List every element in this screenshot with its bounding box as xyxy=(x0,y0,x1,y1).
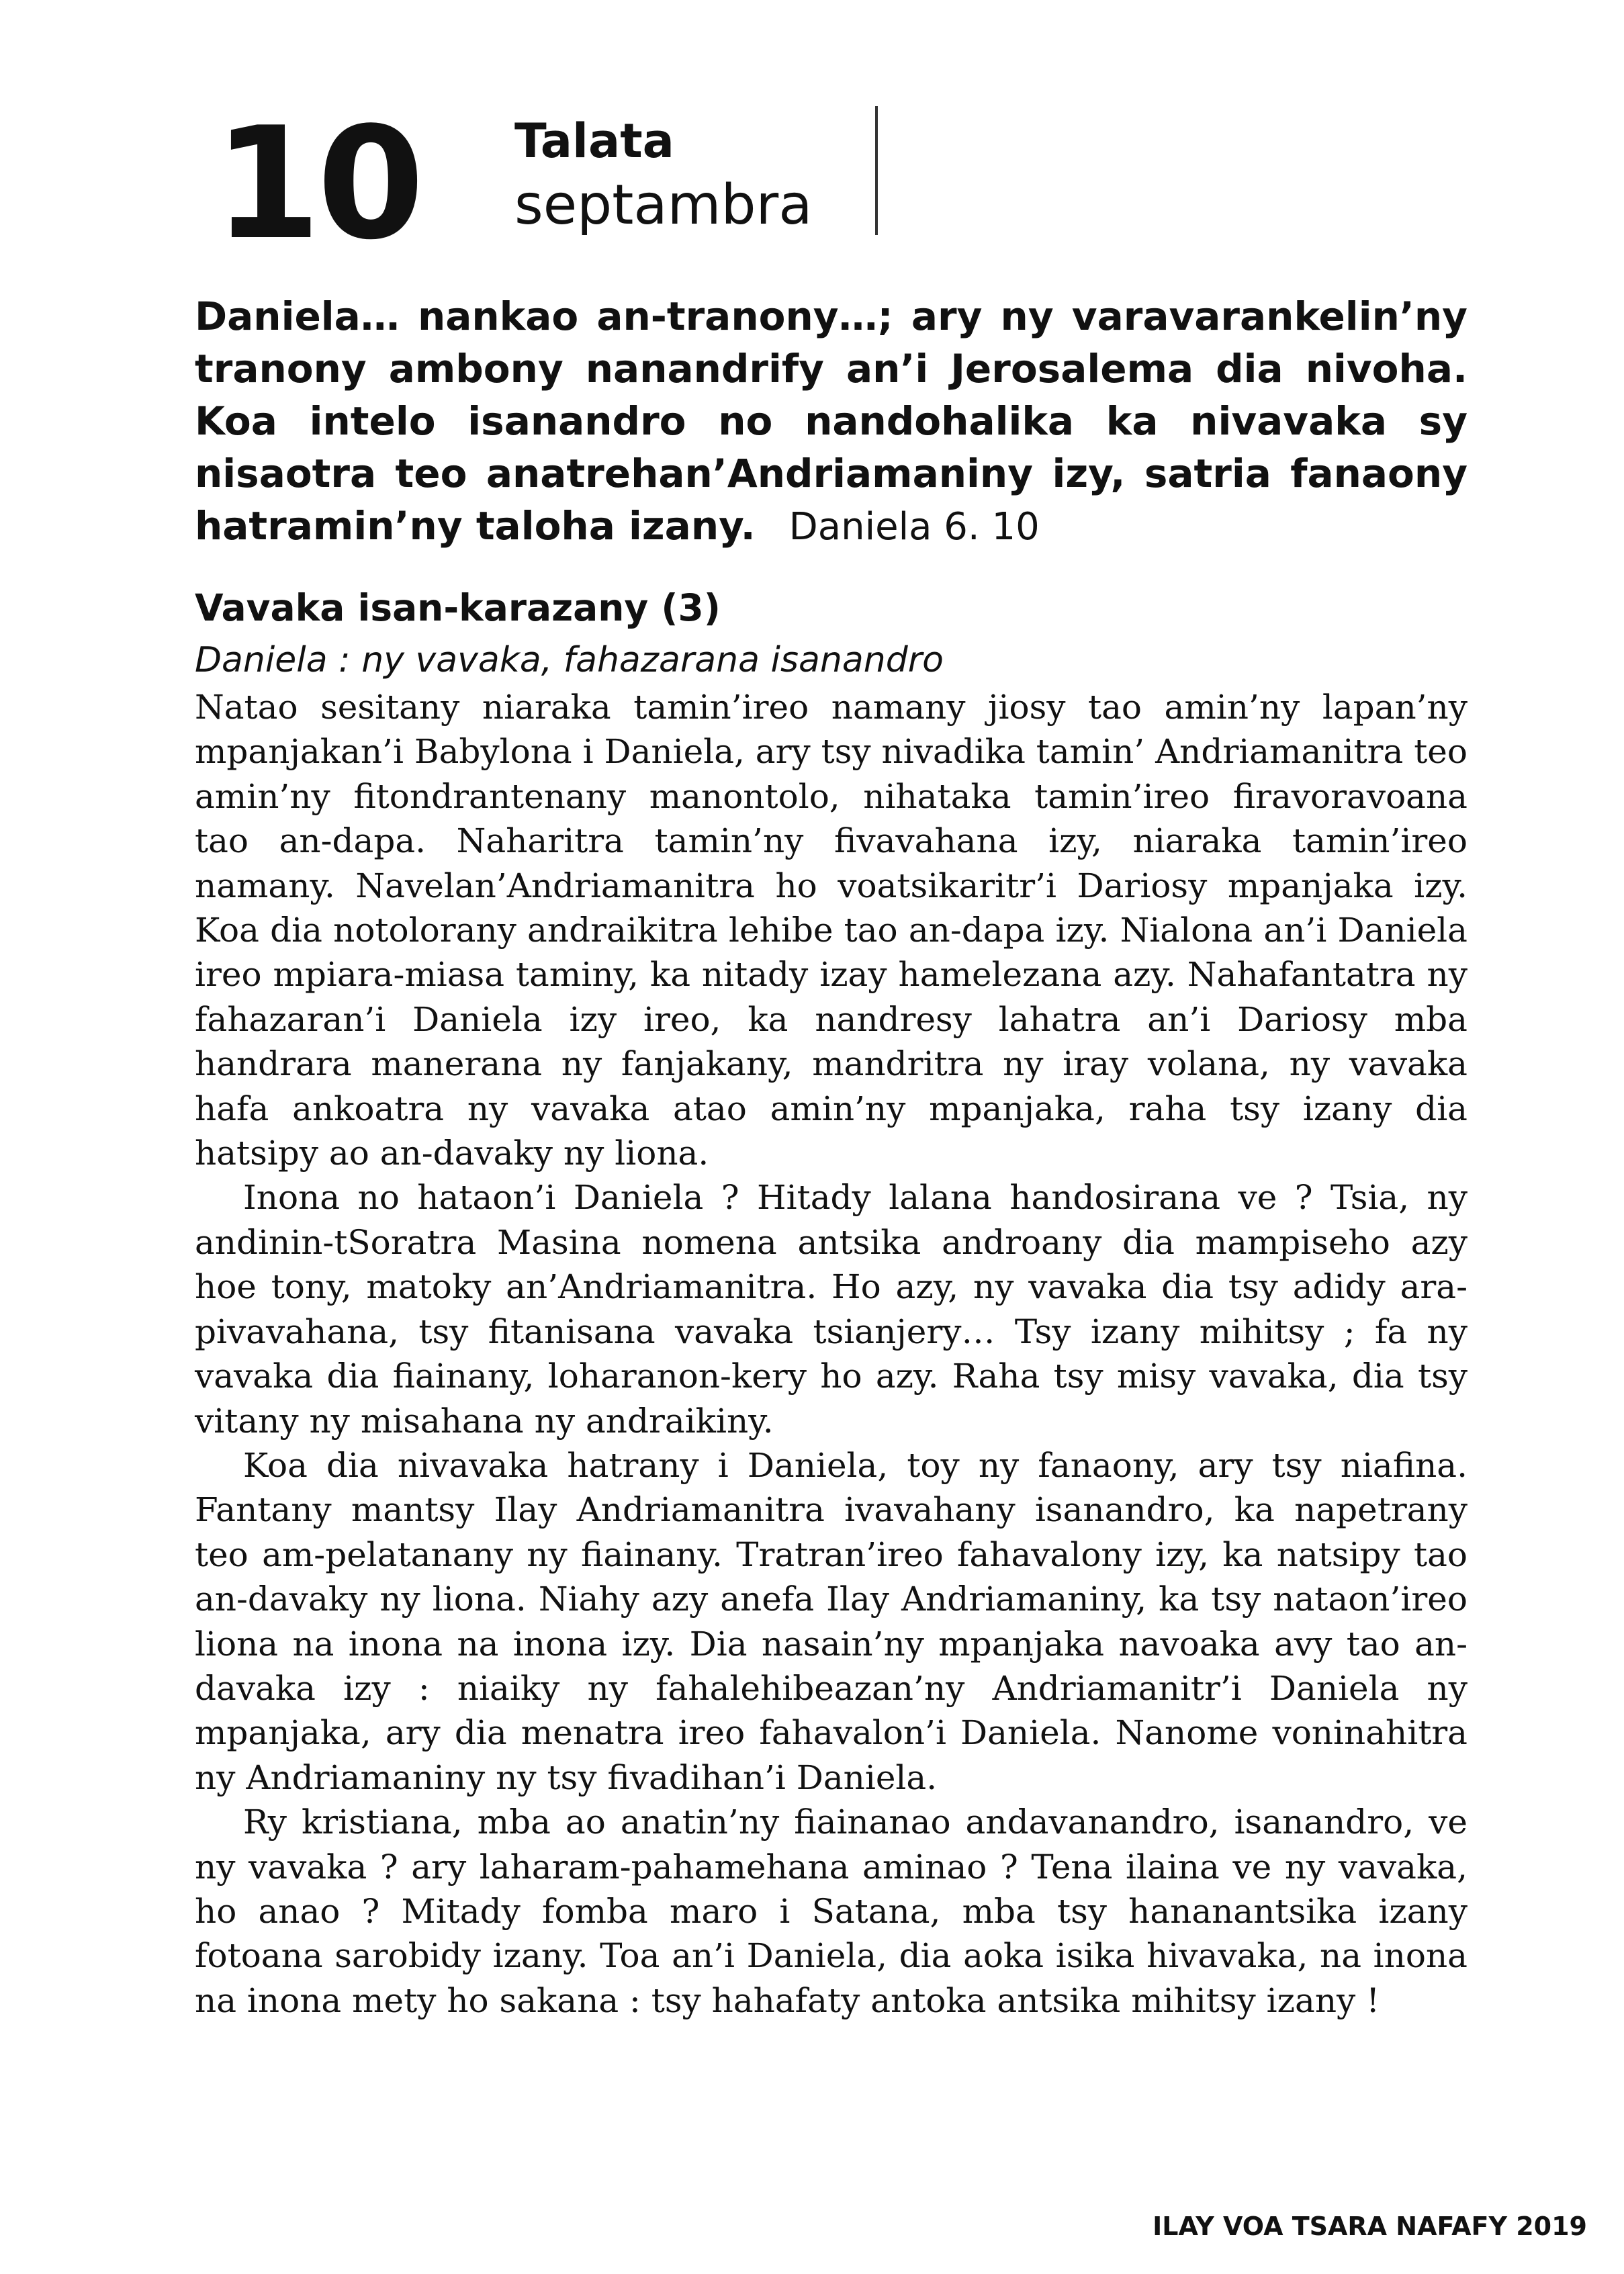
publication-footer: ILAY VOA TSARA NAFAFY 2019 xyxy=(1153,2212,1587,2241)
meditation-text xyxy=(195,685,1468,2023)
header-divider xyxy=(875,106,878,235)
paragraph: Ry kristiana, mba ao anatin’ny fiainanao andavanandro, isanandro, ve ny vavaka ? ary laharam-pahamehana aminao ? Tena ilaina ve ny vavaka, ho anao ? Mitady fomba maro i Satana, mba tsy hananantsika izany fotoana sarobidy izany. Toa an’i Daniela, dia aoka isika hivavaka, na inona na inona mety ho sakana : tsy hahafaty antoka antsika mihitsy izany ! xyxy=(195,1803,1468,2020)
section-subtitle: Daniela : ny vavaka, fahazarana isanandro xyxy=(195,640,944,680)
verse-text: Daniela… nankao an-tranony…; ary ny varavarankelin’ny tranony ambony nanandrify an’i Jerosalema dia nivoha. Koa intelo isanandro no nandohalika ka nivavaka sy nisaotra teo anatrehan’Andriamaniny izy, satria fanaony hatramin’ny taloha izany. xyxy=(195,293,1468,549)
section-title: Vavaka isan-karazany (3) xyxy=(195,586,721,629)
weekday: Talata xyxy=(514,113,674,169)
day-number: 10 xyxy=(214,95,421,274)
paragraph: Koa dia nivavaka hatrany i Daniela, toy ny fanaony, ary tsy niafina. Fantany mantsy Ilay Andriamanitra ivavahany isanandro, ka napetrany teo am-pelatanany ny fiainany. Tratran’ireo fahavalony izy, ka natsipy tao an-davaky ny liona. Niahy azy anefa Ilay Andriamaniny, ka tsy nataon’ireo liona na inona na inona izy. Dia nasain’ny mpanjaka navoaka avy tao an-davaka izy : niaiky ny fahalehibeazan’ny Andriamanitr’i Daniela ny mpanjaka, ary dia menatra ireo fahavalon’i Daniela. Nanome voninahitra ny Andriamaniny ny tsy fivadihan’i Daniela. xyxy=(195,1445,1468,1797)
date-header xyxy=(195,95,934,274)
paragraph: Natao sesitany niaraka tamin’ireo namany jiosy tao amin’ny lapan’ny mpanjakan’i Babylona i Daniela, ary tsy nivadika tamin’ Andriamanitra teo amin’ny fitondrantenany manontolo, nihataka tamin’ireo firavoravoana tao an-dapa. Naharitra tamin’ny fivavahana izy, niaraka tamin’ireo namany. Navelan’Andriamanitra ho voatsikaritr’i Dariosy mpanjaka izy. Koa dia notolorany andraikitra lehibe tao an-dapa izy. Nialona an’i Daniela ireo mpiara-miasa taminy, ka nitady izay hamelezana azy. Nahafantatra ny fahazaran’i Daniela izy ireo, ka nandresy lahatra an’i Dariosy mba handrara manerana ny fanjakany, mandritra ny iray volana, ny vavaka hafa ankoatra ny vavaka atao amin’ny mpanjaka, raha tsy izany dia hatsipy ao an-davaky ny liona. xyxy=(195,688,1468,1173)
month: septambra xyxy=(514,173,813,237)
paragraph: Inona no hataon’i Daniela ? Hitady lalana handosirana ve ? Tsia, ny andinin-tSoratra Masina nomena antsika androany dia mampiseho azy hoe tony, matoky an’Andriamanitra. Ho azy, ny vavaka dia tsy adidy ara-pivavahana, tsy fitanisana vavaka tsianjery… Tsy izany mihitsy ; fa ny vavaka dia fiainany, loharanon-kery ho azy. Raha tsy misy vavaka, dia tsy vitany ny misahana ny andraikiny. xyxy=(195,1178,1468,1441)
verse-reference: Daniela 6. 10 xyxy=(788,505,1040,549)
bible-verse xyxy=(195,290,1468,553)
